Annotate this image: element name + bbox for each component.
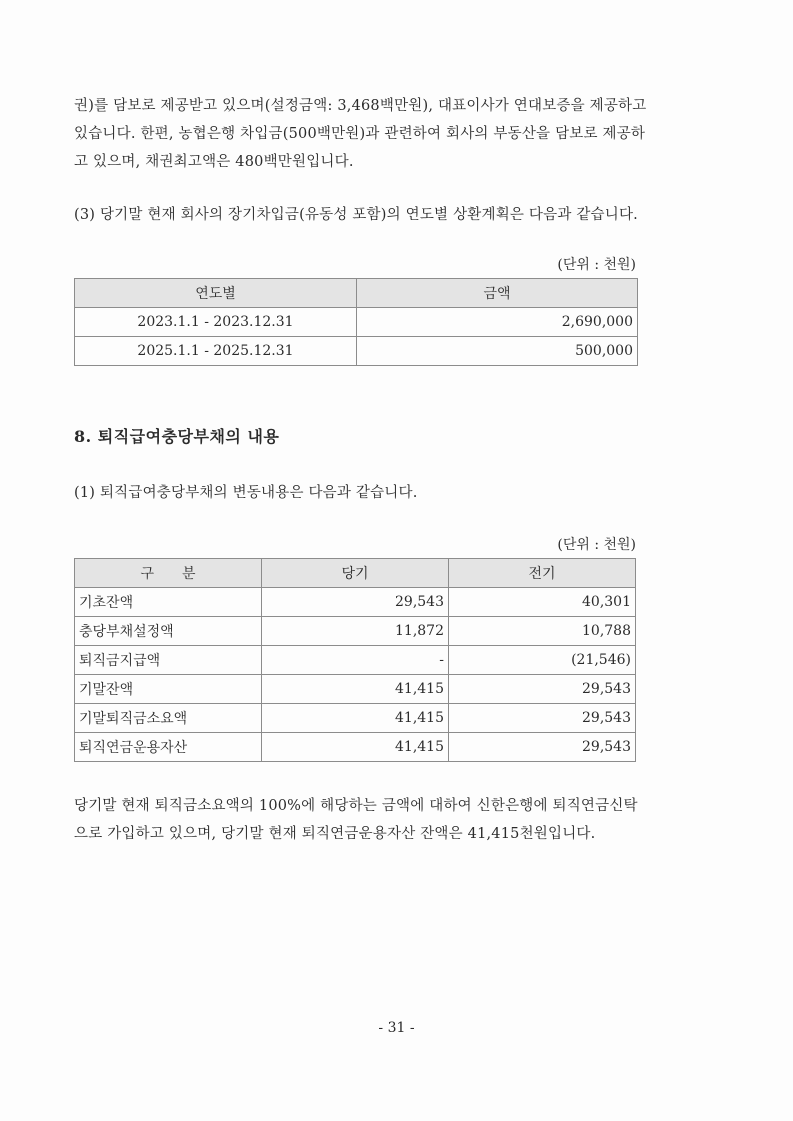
cell-current: -	[262, 646, 449, 675]
header-category: 구 분	[75, 559, 262, 588]
table-row	[75, 308, 638, 337]
header-prior: 전기	[449, 559, 636, 588]
retirement-table	[74, 558, 636, 762]
cell-period: 2023.1.1 - 2023.12.31	[75, 308, 357, 337]
header-amount: 금액	[357, 279, 638, 308]
intro-line-3: 고 있으며, 채권최고액은 480백만원입니다.	[74, 154, 354, 170]
cell-prior: 29,543	[449, 704, 636, 733]
cell-prior: 29,543	[449, 675, 636, 704]
table-row	[75, 704, 636, 733]
table-header-row	[75, 279, 638, 308]
cell-amount: 500,000	[357, 337, 638, 366]
cell-prior: (21,546)	[449, 646, 636, 675]
cell-current: 41,415	[262, 704, 449, 733]
repayment-intro-text: (3) 당기말 현재 회사의 장기차입금(유동성 포함)의 연도별 상환계획은 다음과 같습니다.	[74, 207, 638, 223]
cell-label: 기초잔액	[75, 588, 262, 617]
cell-prior: 29,543	[449, 733, 636, 762]
header-current: 당기	[262, 559, 449, 588]
table-row	[75, 588, 636, 617]
intro-line-2: 있습니다. 한편, 농협은행 차입금(500백만원)과 관련하여 회사의 부동산을 담보로 제공하	[74, 126, 646, 142]
table-row	[75, 733, 636, 762]
cell-label: 퇴직금지급액	[75, 646, 262, 675]
footer-line-2: 으로 가입하고 있으며, 당기말 현재 퇴직연금운용자산 잔액은 41,415천원입니다.	[74, 826, 596, 842]
section8-intro-text: (1) 퇴직급여충당부채의 변동내용은 다음과 같습니다.	[74, 485, 418, 501]
table-row	[75, 337, 638, 366]
footer-line-1: 당기말 현재 퇴직금소요액의 100%에 해당하는 금액에 대하여 신한은행에 퇴직연금신탁	[74, 798, 638, 814]
cell-amount: 2,690,000	[357, 308, 638, 337]
cell-label: 충당부채설정액	[75, 617, 262, 646]
section-heading: 8. 퇴직급여충당부채의 내용	[74, 427, 280, 446]
page-number: - 31 -	[378, 1020, 415, 1036]
intro-line-1: 권)를 담보로 제공받고 있으며(설정금액: 3,468백만원), 대표이사가 연대보증을 제공하고	[74, 98, 647, 114]
repayment-unit: (단위 : 천원)	[557, 257, 636, 273]
repayment-table	[74, 278, 638, 366]
table-header-row	[75, 559, 636, 588]
table-row	[75, 675, 636, 704]
cell-label: 기말퇴직금소요액	[75, 704, 262, 733]
section8-unit: (단위 : 천원)	[557, 537, 636, 553]
cell-period: 2025.1.1 - 2025.12.31	[75, 337, 357, 366]
cell-current: 29,543	[262, 588, 449, 617]
table-row	[75, 617, 636, 646]
cell-label: 기말잔액	[75, 675, 262, 704]
cell-current: 11,872	[262, 617, 449, 646]
cell-prior: 10,788	[449, 617, 636, 646]
cell-current: 41,415	[262, 675, 449, 704]
table-row	[75, 646, 636, 675]
cell-prior: 40,301	[449, 588, 636, 617]
cell-current: 41,415	[262, 733, 449, 762]
header-year: 연도별	[75, 279, 357, 308]
cell-label: 퇴직연금운용자산	[75, 733, 262, 762]
